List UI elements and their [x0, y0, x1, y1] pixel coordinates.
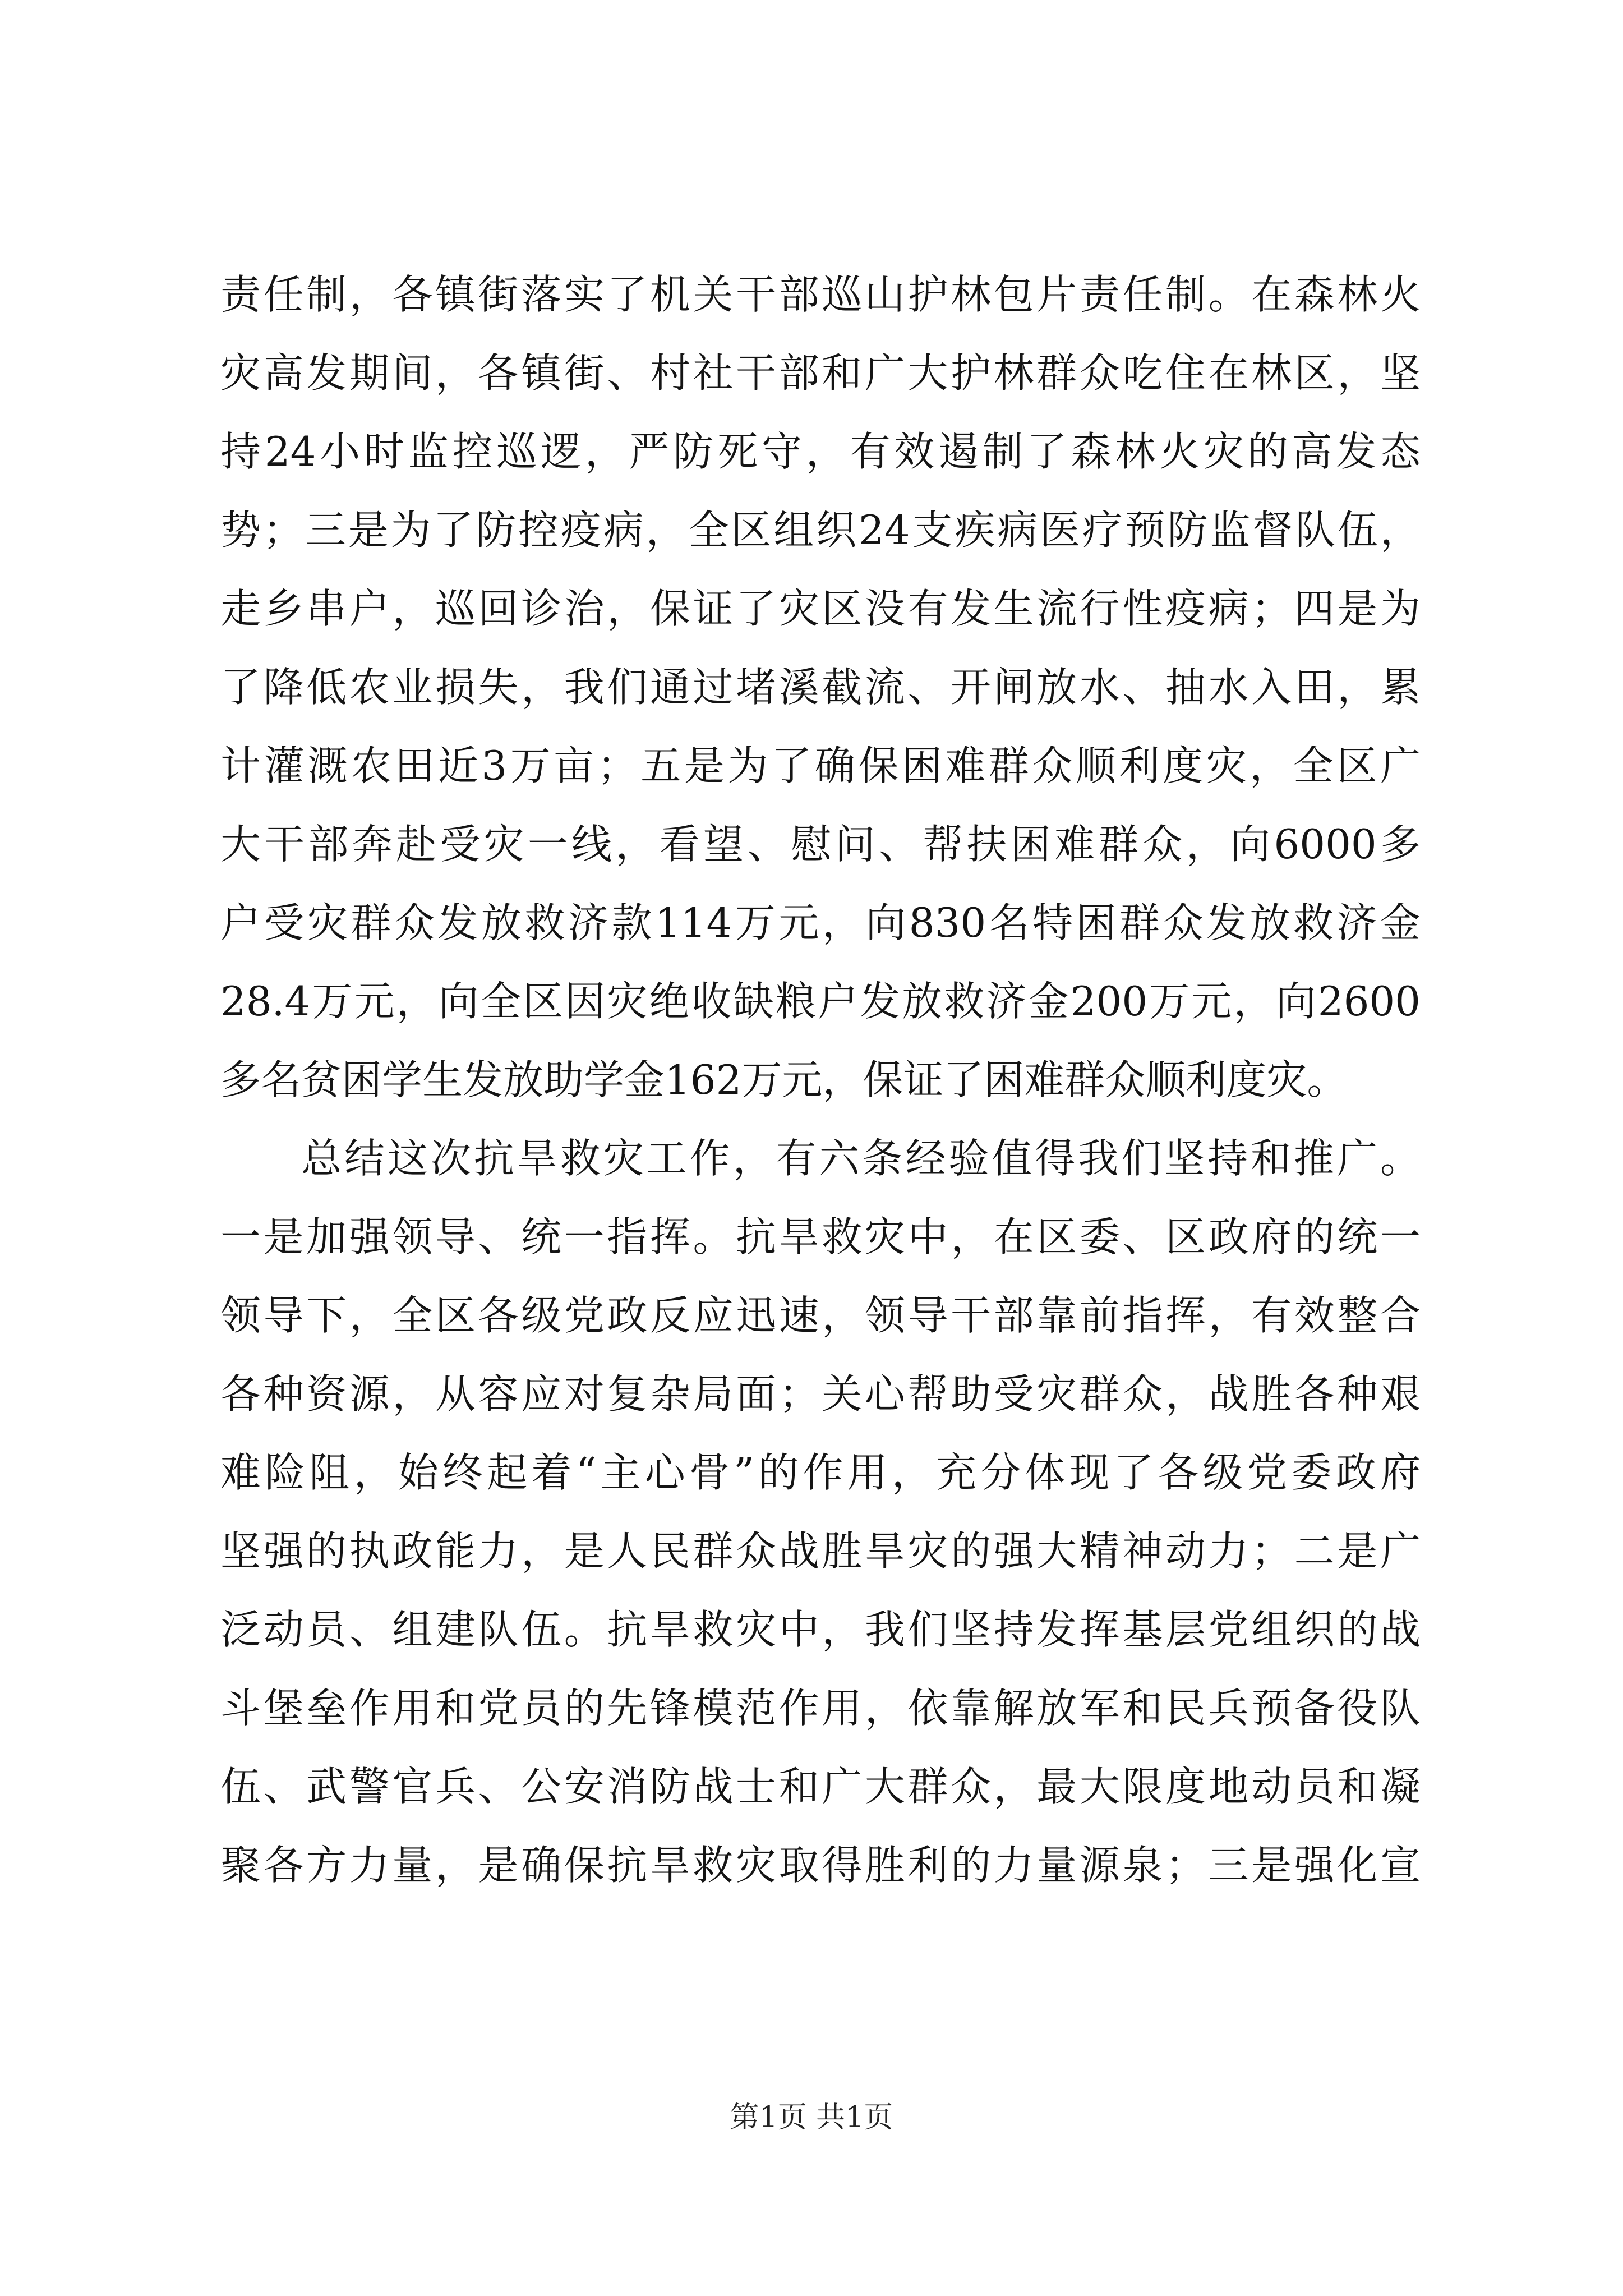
text-line: 走乡串户，巡回诊治，保证了灾区没有发生流行性疫病；四是为 — [220, 585, 1421, 632]
page-number-footer: 第1页 共1页 — [730, 2101, 893, 2134]
text-line: 泛动员、组建队伍。抗旱救灾中，我们坚持发挥基层党组织的战 — [220, 1606, 1421, 1653]
text-line: 灾高发期间，各镇街、村社干部和广大护林群众吃住在林区，坚 — [220, 349, 1421, 397]
text-line: 28.4万元，向全区因灾绝收缺粮户发放救济金200万元，向2600 — [220, 978, 1421, 1025]
text-line: 总结这次抗旱救灾工作，有六条经验值得我们坚持和推广。 — [301, 1135, 1421, 1182]
text-line: 一是加强领导、统一指挥。抗旱救灾中，在区委、区政府的统一 — [220, 1213, 1421, 1260]
text-line: 了降低农业损失，我们通过堵溪截流、开闸放水、抽水入田，累 — [220, 664, 1421, 711]
text-line: 户受灾群众发放救济款114万元，向830名特困群众发放救济金 — [220, 899, 1421, 946]
text-line: 各种资源，从容应对复杂局面；关心帮助受灾群众，战胜各种艰 — [220, 1370, 1421, 1418]
text-line: 持24小时监控巡逻，严防死守，有效遏制了森林火灾的高发态 — [220, 428, 1421, 475]
document-body — [220, 255, 1421, 1904]
text-line: 斗堡垒作用和党员的先锋模范作用，依靠解放军和民兵预备役队 — [220, 1685, 1421, 1732]
text-line: 领导下，全区各级党政反应迅速，领导干部靠前指挥，有效整合 — [220, 1292, 1421, 1339]
text-line: 聚各方力量，是确保抗旱救灾取得胜利的力量源泉；三是强化宣 — [220, 1842, 1421, 1889]
text-line: 大干部奔赴受灾一线，看望、慰问、帮扶困难群众，向6000多 — [220, 821, 1421, 868]
text-line: 责任制，各镇街落实了机关干部巡山护林包片责任制。在森林火 — [220, 271, 1421, 318]
text-line: 势；三是为了防控疫病，全区组织24支疾病医疗预防监督队伍， — [220, 507, 1421, 554]
text-line: 伍、武警官兵、公安消防战士和广大群众，最大限度地动员和凝 — [220, 1763, 1421, 1810]
text-line: 计灌溉农田近3万亩；五是为了确保困难群众顺利度灾，全区广 — [220, 742, 1421, 789]
text-line: 难险阻，始终起着“主心骨”的作用，充分体现了各级党委政府 — [220, 1449, 1421, 1496]
text-line: 多名贫困学生发放助学金162万元，保证了困难群众顺利度灾。 — [220, 1056, 1348, 1103]
text-line: 坚强的执政能力，是人民群众战胜旱灾的强大精神动力；二是广 — [220, 1527, 1421, 1575]
